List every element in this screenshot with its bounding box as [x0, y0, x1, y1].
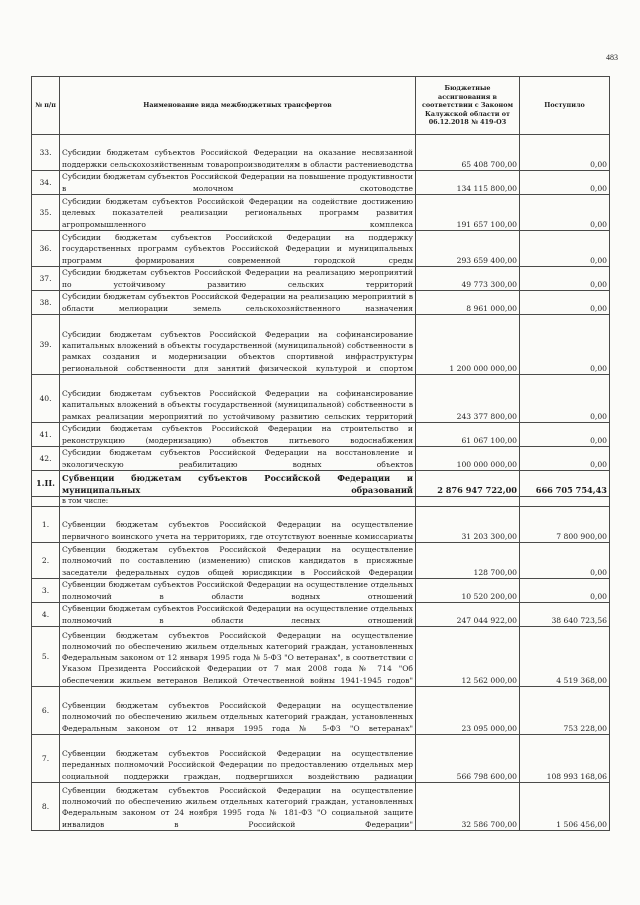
- table-row: [32, 497, 610, 507]
- row-received-amount: 0,00: [520, 579, 610, 603]
- row-received-amount: 38 640 723,56: [520, 603, 610, 627]
- row-description: Субвенции бюджетам субъектов Российской Федерации на осуществление полномочий по составлению (изменению) списков кандидатов в присяжные заседатели федеральных судов общей юрисдикции в Российской Федерации: [60, 543, 416, 579]
- row-description: Субвенции бюджетам субъектов Российской Федерации на осуществление полномочий по обеспечению жильем отдельных категорий граждан, установленных Федеральным законом от 12 января 1995 года № 5-ФЗ "О ветеранах": [60, 687, 416, 735]
- row-number: 2.: [32, 543, 60, 579]
- row-received-amount: 0,00: [520, 447, 610, 471]
- row-number: 1.: [32, 507, 60, 543]
- row-received-amount: 0,00: [520, 231, 610, 267]
- row-number: 4.: [32, 603, 60, 627]
- row-number: 5.: [32, 627, 60, 687]
- table-row: [32, 507, 610, 543]
- row-number: 38.: [32, 291, 60, 315]
- row-received-amount: 0,00: [520, 171, 610, 195]
- table-row: [32, 543, 610, 579]
- row-description: Субвенции бюджетам субъектов Российской Федерации на осуществление полномочий по обеспечению жильем отдельных категорий граждан, установленных Федеральным законом от 24 ноября 1995 года № 181-ФЗ "О социальной защите инвалидов в Российской Федерации": [60, 783, 416, 831]
- table-row: [32, 195, 610, 231]
- row-description: Субсидии бюджетам субъектов Российской Федерации на софинансирование капитальных вложений в объекты государственной (муниципальной) собственности в рамках создания и модернизации объектов спортивной инфраструктуры региональной собственности для занятий физической культурой и спортом: [60, 315, 416, 375]
- row-description: Субвенции бюджетам субъектов Российской Федерации на осуществление первичного воинского учета на территориях, где отсутствуют военные комиссариаты: [60, 507, 416, 543]
- row-budget-amount: 2 876 947 722,00: [416, 471, 520, 497]
- row-budget-amount: 65 408 700,00: [416, 135, 520, 171]
- row-received-amount: 1 506 456,00: [520, 783, 610, 831]
- page-number: 483: [606, 53, 618, 62]
- row-budget-amount: 10 520 200,00: [416, 579, 520, 603]
- row-budget-amount: 243 377 800,00: [416, 375, 520, 423]
- row-received-amount: 0,00: [520, 135, 610, 171]
- row-description: в том числе:: [60, 497, 416, 507]
- row-budget-amount: 191 657 100,00: [416, 195, 520, 231]
- row-budget-amount: 128 700,00: [416, 543, 520, 579]
- header-number: № п/п: [32, 77, 60, 135]
- row-budget-amount: 8 961 000,00: [416, 291, 520, 315]
- row-received-amount: 0,00: [520, 423, 610, 447]
- header-transfer-name: Наименование вида межбюджетных трансфертов: [60, 77, 416, 135]
- row-description: Субсидии бюджетам субъектов Российской Федерации на поддержку государственных программ субъектов Российской Федерации и муниципальных программ формирования современной городской среды: [60, 231, 416, 267]
- row-description: Субвенции бюджетам субъектов Российской Федерации на осуществление отдельных полномочий в области водных отношений: [60, 579, 416, 603]
- row-number: 34.: [32, 171, 60, 195]
- row-budget-amount: [416, 497, 520, 507]
- row-received-amount: 108 993 168,06: [520, 735, 610, 783]
- row-description: Субвенции бюджетам субъектов Российской Федерации на осуществление полномочий по обеспечению жильем отдельных категорий граждан, установленных Федеральным законом от 12 января 1995 года № 5-ФЗ "О ветеранах", в соответствии с Указом Президента Российской Федерации от 7 мая 2008 года № 714 "Об обеспечении жильем ветеранов Великой Отечественной войны 1941-1945 годов": [60, 627, 416, 687]
- table-row: [32, 735, 610, 783]
- row-number: 35.: [32, 195, 60, 231]
- row-number: 42.: [32, 447, 60, 471]
- row-number: 37.: [32, 267, 60, 291]
- row-number: 33.: [32, 135, 60, 171]
- row-number: 6.: [32, 687, 60, 735]
- row-description: Субсидии бюджетам субъектов Российской Федерации на оказание несвязанной поддержки сельскохозяйственным товаропроизводителям в области растениеводства: [60, 135, 416, 171]
- table-row: [32, 267, 610, 291]
- row-description: Субсидии бюджетам субъектов Российской Федерации на повышение продуктивности в молочном скотоводстве: [60, 171, 416, 195]
- table-row: [32, 627, 610, 687]
- row-description: Субсидии бюджетам субъектов Российской Федерации на содействие достижению целевых показателей реализации региональных программ развития агропромышленного комплекса: [60, 195, 416, 231]
- row-budget-amount: 247 044 922,00: [416, 603, 520, 627]
- row-budget-amount: 293 659 400,00: [416, 231, 520, 267]
- row-budget-amount: 1 200 000 000,00: [416, 315, 520, 375]
- row-received-amount: [520, 497, 610, 507]
- table-row: [32, 291, 610, 315]
- row-number: 36.: [32, 231, 60, 267]
- row-budget-amount: 566 798 600,00: [416, 735, 520, 783]
- table-row: [32, 579, 610, 603]
- row-number: 41.: [32, 423, 60, 447]
- table-row: [32, 375, 610, 423]
- row-budget-amount: 49 773 300,00: [416, 267, 520, 291]
- row-description: Субвенции бюджетам субъектов Российской Федерации и муниципальных образований: [60, 471, 416, 497]
- row-budget-amount: 61 067 100,00: [416, 423, 520, 447]
- row-received-amount: 4 519 368,00: [520, 627, 610, 687]
- table-row: [32, 687, 610, 735]
- row-number: 3.: [32, 579, 60, 603]
- table-row: [32, 471, 610, 497]
- row-number: 8.: [32, 783, 60, 831]
- row-budget-amount: 23 095 000,00: [416, 687, 520, 735]
- row-budget-amount: 134 115 800,00: [416, 171, 520, 195]
- row-received-amount: 0,00: [520, 195, 610, 231]
- table-body: [32, 135, 610, 831]
- transfers-table: [31, 76, 610, 831]
- row-received-amount: 0,00: [520, 267, 610, 291]
- table-row: [32, 171, 610, 195]
- row-description: Субсидии бюджетам субъектов Российской Федерации на реализацию мероприятий по устойчивому развитию сельских территорий: [60, 267, 416, 291]
- header-budget-allocation: Бюджетные ассигнования в соответствии с Законом Калужской области от 06.12.2018 № 419-ОЗ: [416, 77, 520, 135]
- row-description: Субвенции бюджетам субъектов Российской Федерации на осуществление отдельных полномочий в области лесных отношений: [60, 603, 416, 627]
- row-number: 40.: [32, 375, 60, 423]
- row-received-amount: 0,00: [520, 291, 610, 315]
- row-budget-amount: 32 586 700,00: [416, 783, 520, 831]
- row-budget-amount: 100 000 000,00: [416, 447, 520, 471]
- table-row: [32, 447, 610, 471]
- table-header-row: [32, 77, 610, 135]
- row-number: 39.: [32, 315, 60, 375]
- row-received-amount: 0,00: [520, 543, 610, 579]
- row-description: Субсидии бюджетам субъектов Российской Федерации на реализацию мероприятий в области мелиорации земель сельскохозяйственного назначения: [60, 291, 416, 315]
- row-received-amount: 0,00: [520, 315, 610, 375]
- row-description: Субсидии бюджетам субъектов Российской Федерации на софинансирование капитальных вложений в объекты государственной (муниципальной) собственности в рамках реализации мероприятий по устойчивому развитию сельских территорий: [60, 375, 416, 423]
- table-row: [32, 423, 610, 447]
- row-received-amount: 0,00: [520, 375, 610, 423]
- table-row: [32, 603, 610, 627]
- row-received-amount: 666 705 754,43: [520, 471, 610, 497]
- row-description: Субсидии бюджетам субъектов Российской Федерации на строительство и реконструкцию (модернизацию) объектов питьевого водоснабжения: [60, 423, 416, 447]
- row-number: [32, 497, 60, 507]
- row-budget-amount: 31 203 300,00: [416, 507, 520, 543]
- table-row: [32, 135, 610, 171]
- row-number: 7.: [32, 735, 60, 783]
- row-received-amount: 753 228,00: [520, 687, 610, 735]
- row-description: Субсидии бюджетам субъектов Российской Федерации на восстановление и экологическую реабилитацию водных объектов: [60, 447, 416, 471]
- header-received: Поступило: [520, 77, 610, 135]
- table-row: [32, 231, 610, 267]
- row-number: 1.II.: [32, 471, 60, 497]
- table-row: [32, 783, 610, 831]
- row-description: Субвенции бюджетам субъектов Российской Федерации на осуществление переданных полномочий Российской Федерации по предоставлению отдельных мер социальной поддержки граждан, подвергшихся воздействию радиации: [60, 735, 416, 783]
- row-budget-amount: 12 562 000,00: [416, 627, 520, 687]
- row-received-amount: 7 800 900,00: [520, 507, 610, 543]
- table-row: [32, 315, 610, 375]
